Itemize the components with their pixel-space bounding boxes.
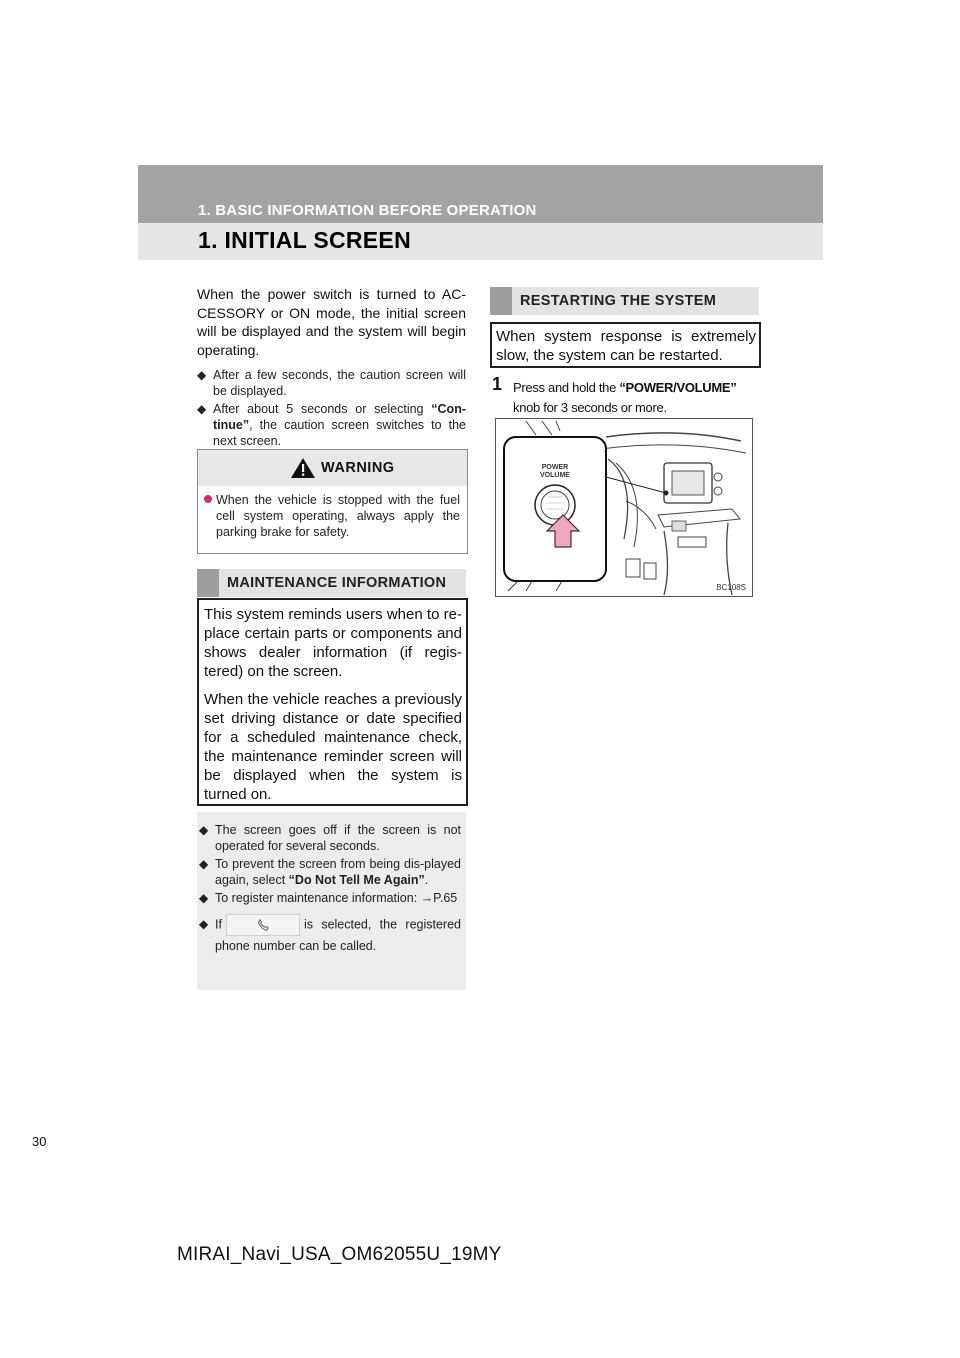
warning-triangle-icon	[290, 457, 316, 479]
note-text: To prevent the screen from being dis-played again, select	[215, 857, 461, 887]
continue-label: “Con-tinue”	[213, 402, 466, 432]
power-volume-label: “POWER/VOLUME”	[619, 380, 737, 395]
bullet-diamond-icon: ◆	[197, 368, 207, 382]
phone-icon	[257, 919, 269, 931]
note-text: To register maintenance information: →P.65	[215, 891, 458, 905]
note-item	[199, 856, 461, 888]
warning-title: WARNING	[321, 460, 395, 476]
dashboard-illustration	[495, 418, 753, 597]
bullet-diamond-icon: ◆	[199, 917, 209, 931]
bullet-diamond-icon: ◆	[197, 402, 207, 416]
warning-bullet	[204, 495, 212, 503]
step-number: 1	[492, 374, 503, 394]
heading-square	[490, 287, 512, 315]
warning-text: When the vehicle is stopped with the fuel cell system operating, always apply the parking brake for safety.	[216, 493, 460, 539]
maintenance-heading: MAINTENANCE INFORMATION	[227, 575, 447, 591]
note-text: If	[215, 917, 222, 932]
note-item	[199, 822, 461, 854]
note-item	[199, 890, 461, 906]
maintenance-notes	[197, 812, 466, 990]
phone-call-button	[226, 914, 300, 936]
restart-heading: RESTARTING THE SYSTEM	[520, 293, 717, 309]
do-not-tell-label: “Do Not Tell Me Again”	[288, 873, 425, 887]
notes-list	[199, 822, 461, 957]
intro-bullet	[197, 367, 466, 399]
note-text: is selected, the registered phone number can be called.	[215, 917, 461, 953]
restart-box	[490, 322, 761, 368]
note-text: .	[424, 873, 429, 887]
bullet-diamond-icon: ◆	[199, 857, 209, 871]
knob-label-power: POWER	[541, 464, 569, 471]
warning-box	[197, 449, 468, 554]
maintenance-paragraph: When the vehicle reaches a previously set driving distance or date specified for a scheduled maintenance check, the maintenance reminder screen will be displayed when the system is turned on.	[204, 691, 462, 803]
page-number: 30	[32, 1134, 47, 1149]
knob-label-volume: VOLUME	[540, 472, 570, 479]
bullet-diamond-icon: ◆	[199, 823, 209, 837]
intro-bullet-text: After a few seconds, the caution screen will be displayed.	[213, 368, 466, 398]
note-text: The screen goes off if the screen is not operated for several seconds.	[215, 823, 461, 853]
intro-bullet-text: , the caution screen switches to the next screen.	[213, 418, 466, 448]
maintenance-box	[197, 598, 468, 806]
section-label: 1. BASIC INFORMATION BEFORE OPERATION	[198, 202, 537, 219]
intro-bullet	[197, 401, 466, 449]
step-text	[513, 378, 763, 418]
restart-heading-bar	[490, 287, 759, 315]
intro-section	[197, 285, 466, 449]
page-title: 1. INITIAL SCREEN	[198, 227, 411, 253]
restart-text: When system response is extremely slow, the system can be restarted.	[496, 328, 756, 364]
illustration-code: BC108S	[716, 583, 746, 592]
step-text-part: knob for 3 seconds or more.	[513, 400, 667, 415]
footer-doc-id: MIRAI_Navi_USA_OM62055U_19MY	[177, 1244, 502, 1265]
note-item	[199, 914, 461, 957]
maintenance-heading-bar	[197, 569, 466, 597]
dashboard-drawing	[496, 419, 752, 596]
bullet-diamond-icon: ◆	[199, 891, 209, 905]
step-text-part: Press and hold the	[513, 380, 620, 395]
maintenance-text	[204, 605, 462, 813]
intro-bullet-text: After about 5 seconds or selecting	[213, 402, 432, 416]
heading-square	[197, 569, 219, 597]
maintenance-paragraph: This system reminds users when to re-place certain parts or components and shows dealer information (if regis-tered) on the screen.	[204, 606, 462, 680]
intro-paragraph: When the power switch is turned to AC-CESSORY or ON mode, the initial screen will be displayed and the system will begin operating.	[197, 286, 466, 358]
